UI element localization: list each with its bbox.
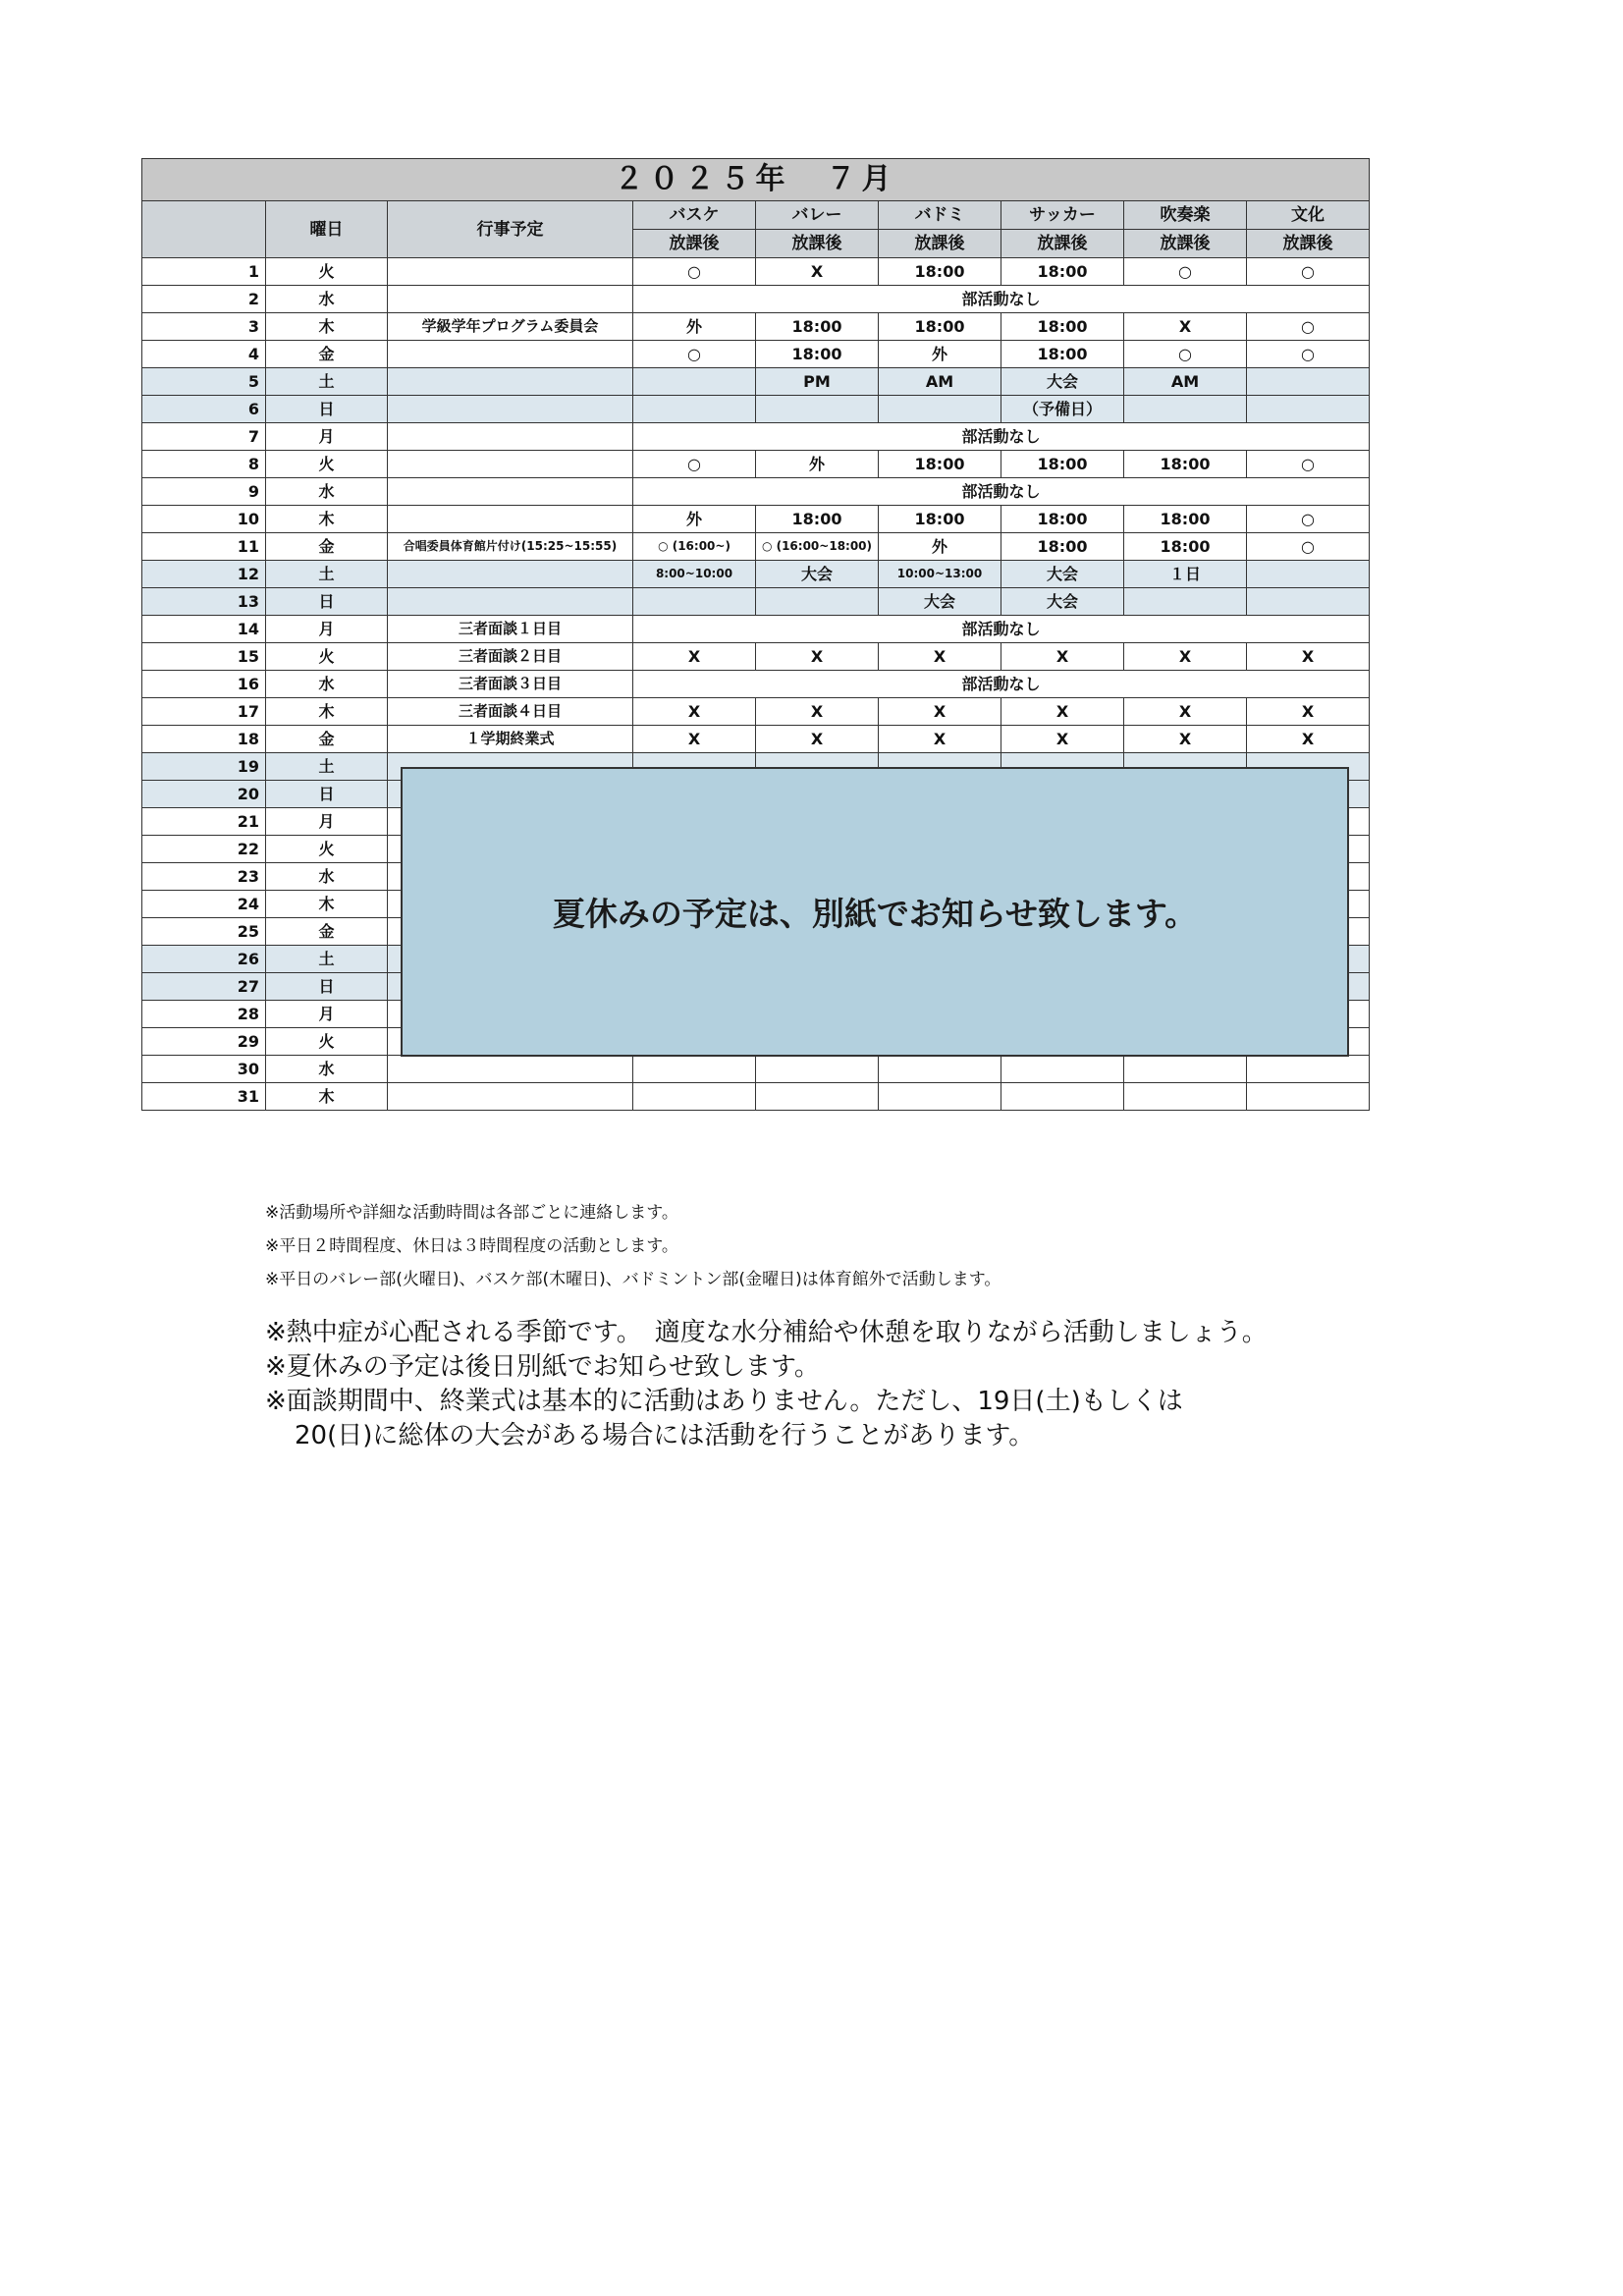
event-cell: 合唱委員体育館片付け(15:25~15:55) (388, 533, 633, 561)
club-cell: 18:00 (879, 313, 1001, 341)
club-cell: ○ (1247, 451, 1370, 478)
event-cell (388, 286, 633, 313)
club-cell: ○ (1124, 341, 1247, 368)
table-row (142, 286, 1370, 313)
weekday-cell: 火 (266, 836, 388, 863)
note-line: ※平日２時間程度、休日は３時間程度の活動とします。 (265, 1236, 678, 1256)
day-number: 18 (142, 726, 266, 753)
day-number: 19 (142, 753, 266, 781)
club-cell: 外 (756, 451, 879, 478)
club-cell (756, 1056, 879, 1083)
weekday-cell: 金 (266, 341, 388, 368)
club-header: 吹奏楽 (1124, 201, 1247, 230)
club-cell: ○ (633, 451, 756, 478)
table-row (142, 396, 1370, 423)
club-cell: ○ (16:00~) (633, 533, 756, 561)
no-activity-cell: 部活動なし (633, 616, 1370, 643)
table-row (142, 368, 1370, 396)
day-number: 10 (142, 506, 266, 533)
table-row (142, 726, 1370, 753)
day-number: 12 (142, 561, 266, 588)
club-cell (756, 396, 879, 423)
club-cell (1001, 1056, 1124, 1083)
summer-notice-box: 夏休みの予定は、別紙でお知らせ致します。 (401, 767, 1349, 1057)
weekday-cell: 土 (266, 561, 388, 588)
note-line: 20(日)に総体の大会がある場合には活動を行うことがあります。 (295, 1421, 1035, 1450)
club-cell (1124, 1083, 1247, 1111)
club-cell: X (1124, 726, 1247, 753)
notes-small (265, 1196, 1001, 1296)
event-cell (388, 396, 633, 423)
day-number: 31 (142, 1083, 266, 1111)
club-subheader: 放課後 (1247, 230, 1370, 258)
weekday-cell: 火 (266, 1028, 388, 1056)
weekday-cell: 土 (266, 753, 388, 781)
day-number: 4 (142, 341, 266, 368)
event-cell: １学期終業式 (388, 726, 633, 753)
club-subheader: 放課後 (879, 230, 1001, 258)
day-number: 9 (142, 478, 266, 506)
club-cell: 18:00 (879, 506, 1001, 533)
club-cell: X (1001, 726, 1124, 753)
club-header: バレー (756, 201, 879, 230)
club-cell: X (1247, 726, 1370, 753)
club-cell: ○ (1247, 533, 1370, 561)
club-cell: 18:00 (1124, 451, 1247, 478)
club-cell: X (1124, 643, 1247, 671)
club-cell: ○ (16:00~18:00) (756, 533, 879, 561)
day-number: 28 (142, 1001, 266, 1028)
club-cell: ○ (1124, 258, 1247, 286)
day-number: 5 (142, 368, 266, 396)
weekday-cell: 火 (266, 258, 388, 286)
event-cell: 三者面談２日目 (388, 643, 633, 671)
club-header: バドミ (879, 201, 1001, 230)
club-cell: ○ (633, 341, 756, 368)
table-row (142, 533, 1370, 561)
weekday-cell: 水 (266, 671, 388, 698)
club-cell: 18:00 (1001, 341, 1124, 368)
club-cell (756, 1083, 879, 1111)
club-subheader: 放課後 (756, 230, 879, 258)
club-cell (1124, 588, 1247, 616)
day-number: 8 (142, 451, 266, 478)
weekday-cell: 木 (266, 506, 388, 533)
weekday-cell: 月 (266, 808, 388, 836)
club-cell: 外 (633, 313, 756, 341)
club-cell (633, 588, 756, 616)
event-header: 行事予定 (388, 201, 633, 258)
weekday-cell: 水 (266, 286, 388, 313)
club-cell: 外 (633, 506, 756, 533)
weekday-cell: 日 (266, 781, 388, 808)
table-row (142, 643, 1370, 671)
event-cell (388, 341, 633, 368)
event-cell (388, 561, 633, 588)
club-cell: ○ (1247, 313, 1370, 341)
no-activity-cell: 部活動なし (633, 671, 1370, 698)
event-cell: 三者面談４日目 (388, 698, 633, 726)
club-cell: 18:00 (879, 258, 1001, 286)
event-cell: 三者面談１日目 (388, 616, 633, 643)
club-cell: 大会 (756, 561, 879, 588)
event-cell (388, 423, 633, 451)
day-number: 26 (142, 946, 266, 973)
day-number: 17 (142, 698, 266, 726)
weekday-cell: 土 (266, 368, 388, 396)
club-cell: （予備日） (1001, 396, 1124, 423)
club-cell: X (756, 643, 879, 671)
table-row (142, 341, 1370, 368)
club-cell: 18:00 (1124, 533, 1247, 561)
club-cell: X (1124, 313, 1247, 341)
club-cell: X (1124, 698, 1247, 726)
weekday-cell: 木 (266, 698, 388, 726)
table-row (142, 671, 1370, 698)
day-number: 23 (142, 863, 266, 891)
club-cell (1247, 1083, 1370, 1111)
day-number: 14 (142, 616, 266, 643)
club-cell: 外 (879, 533, 1001, 561)
day-number: 6 (142, 396, 266, 423)
day-number: 13 (142, 588, 266, 616)
event-cell: 三者面談３日目 (388, 671, 633, 698)
club-cell: X (633, 726, 756, 753)
weekday-cell: 火 (266, 451, 388, 478)
club-cell (879, 396, 1001, 423)
table-row (142, 1083, 1370, 1111)
club-cell (879, 1083, 1001, 1111)
event-cell (388, 368, 633, 396)
day-number: 20 (142, 781, 266, 808)
club-cell: PM (756, 368, 879, 396)
club-cell: 18:00 (879, 451, 1001, 478)
no-activity-cell: 部活動なし (633, 423, 1370, 451)
note-line: ※面談期間中、終業式は基本的に活動はありません。ただし、19日(土)もしくは (265, 1387, 1183, 1416)
day-number: 3 (142, 313, 266, 341)
club-cell: X (1247, 643, 1370, 671)
club-cell: X (1001, 698, 1124, 726)
club-cell: 18:00 (1001, 506, 1124, 533)
club-cell (633, 368, 756, 396)
club-cell: 大会 (879, 588, 1001, 616)
club-cell: 18:00 (756, 506, 879, 533)
day-number: 2 (142, 286, 266, 313)
table-row (142, 313, 1370, 341)
club-cell: AM (1124, 368, 1247, 396)
weekday-cell: 金 (266, 918, 388, 946)
club-cell: AM (879, 368, 1001, 396)
club-cell (1001, 1083, 1124, 1111)
weekday-cell: 水 (266, 1056, 388, 1083)
club-cell: 18:00 (756, 313, 879, 341)
club-cell: 大会 (1001, 368, 1124, 396)
table-row (142, 258, 1370, 286)
day-number: 25 (142, 918, 266, 946)
event-cell (388, 258, 633, 286)
club-cell (633, 1083, 756, 1111)
club-cell: 18:00 (1124, 506, 1247, 533)
table-row (142, 561, 1370, 588)
weekday-cell: 月 (266, 1001, 388, 1028)
table-row (142, 698, 1370, 726)
club-cell: X (879, 698, 1001, 726)
event-cell (388, 1056, 633, 1083)
weekday-header: 曜日 (266, 201, 388, 258)
weekday-cell: 日 (266, 396, 388, 423)
club-cell (633, 1056, 756, 1083)
club-cell (1247, 396, 1370, 423)
table-row (142, 1056, 1370, 1083)
event-cell (388, 588, 633, 616)
weekday-cell: 水 (266, 863, 388, 891)
day-number: 30 (142, 1056, 266, 1083)
weekday-cell: 月 (266, 616, 388, 643)
club-cell (1247, 561, 1370, 588)
table-row (142, 451, 1370, 478)
event-cell (388, 451, 633, 478)
club-cell: １日 (1124, 561, 1247, 588)
club-cell: X (756, 726, 879, 753)
day-number: 21 (142, 808, 266, 836)
club-cell (1124, 396, 1247, 423)
club-subheader: 放課後 (633, 230, 756, 258)
weekday-cell: 月 (266, 423, 388, 451)
club-cell: 大会 (1001, 588, 1124, 616)
club-subheader: 放課後 (1001, 230, 1124, 258)
note-line: ※活動場所や詳細な活動時間は各部ごとに連絡します。 (265, 1203, 678, 1223)
club-cell: 外 (879, 341, 1001, 368)
note-line: ※夏休みの予定は後日別紙でお知らせ致します。 (265, 1352, 820, 1382)
note-line: ※平日のバレー部(火曜日)、バスケ部(木曜日)、バドミントン部(金曜日)は体育館外で活動します。 (265, 1270, 1001, 1289)
table-row (142, 616, 1370, 643)
day-number: 11 (142, 533, 266, 561)
day-number: 24 (142, 891, 266, 918)
club-cell: X (633, 698, 756, 726)
event-cell (388, 1083, 633, 1111)
club-cell: X (633, 643, 756, 671)
club-cell: 18:00 (756, 341, 879, 368)
no-activity-cell: 部活動なし (633, 286, 1370, 313)
club-cell: ○ (1247, 506, 1370, 533)
club-cell (1247, 368, 1370, 396)
club-cell: 大会 (1001, 561, 1124, 588)
weekday-cell: 日 (266, 588, 388, 616)
table-title: ２０２５年 ７月 (142, 159, 1370, 201)
club-cell: 18:00 (1001, 313, 1124, 341)
day-number: 29 (142, 1028, 266, 1056)
club-cell: 10:00~13:00 (879, 561, 1001, 588)
club-header: バスケ (633, 201, 756, 230)
club-cell: 18:00 (1001, 258, 1124, 286)
day-number: 7 (142, 423, 266, 451)
event-cell (388, 478, 633, 506)
club-cell: X (756, 258, 879, 286)
day-number: 16 (142, 671, 266, 698)
club-cell (1247, 588, 1370, 616)
club-cell: X (1247, 698, 1370, 726)
notes-large (265, 1316, 1268, 1453)
day-number: 1 (142, 258, 266, 286)
table-row (142, 588, 1370, 616)
note-line: ※熱中症が心配される季節です。 適度な水分補給や休憩を取りながら活動しましょう。 (265, 1318, 1268, 1347)
club-cell: 18:00 (1001, 451, 1124, 478)
club-header: 文化 (1247, 201, 1370, 230)
club-cell: X (879, 726, 1001, 753)
club-header: サッカー (1001, 201, 1124, 230)
event-cell (388, 506, 633, 533)
weekday-cell: 日 (266, 973, 388, 1001)
club-subheader: 放課後 (1124, 230, 1247, 258)
club-cell: X (1001, 643, 1124, 671)
club-cell: X (756, 698, 879, 726)
weekday-cell: 木 (266, 891, 388, 918)
table-row (142, 478, 1370, 506)
club-cell (633, 396, 756, 423)
event-cell: 学級学年プログラム委員会 (388, 313, 633, 341)
weekday-cell: 金 (266, 726, 388, 753)
daynum-header (142, 201, 266, 258)
club-cell: X (879, 643, 1001, 671)
day-number: 22 (142, 836, 266, 863)
club-cell (1124, 1056, 1247, 1083)
weekday-cell: 水 (266, 478, 388, 506)
table-row (142, 506, 1370, 533)
club-cell (756, 588, 879, 616)
club-cell: 18:00 (1001, 533, 1124, 561)
weekday-cell: 火 (266, 643, 388, 671)
weekday-cell: 木 (266, 1083, 388, 1111)
day-number: 15 (142, 643, 266, 671)
club-cell: 8:00~10:00 (633, 561, 756, 588)
club-cell (1247, 1056, 1370, 1083)
no-activity-cell: 部活動なし (633, 478, 1370, 506)
club-cell: ○ (633, 258, 756, 286)
weekday-cell: 金 (266, 533, 388, 561)
day-number: 27 (142, 973, 266, 1001)
weekday-cell: 土 (266, 946, 388, 973)
club-cell (879, 1056, 1001, 1083)
weekday-cell: 木 (266, 313, 388, 341)
club-cell: ○ (1247, 258, 1370, 286)
club-cell: ○ (1247, 341, 1370, 368)
table-row (142, 423, 1370, 451)
